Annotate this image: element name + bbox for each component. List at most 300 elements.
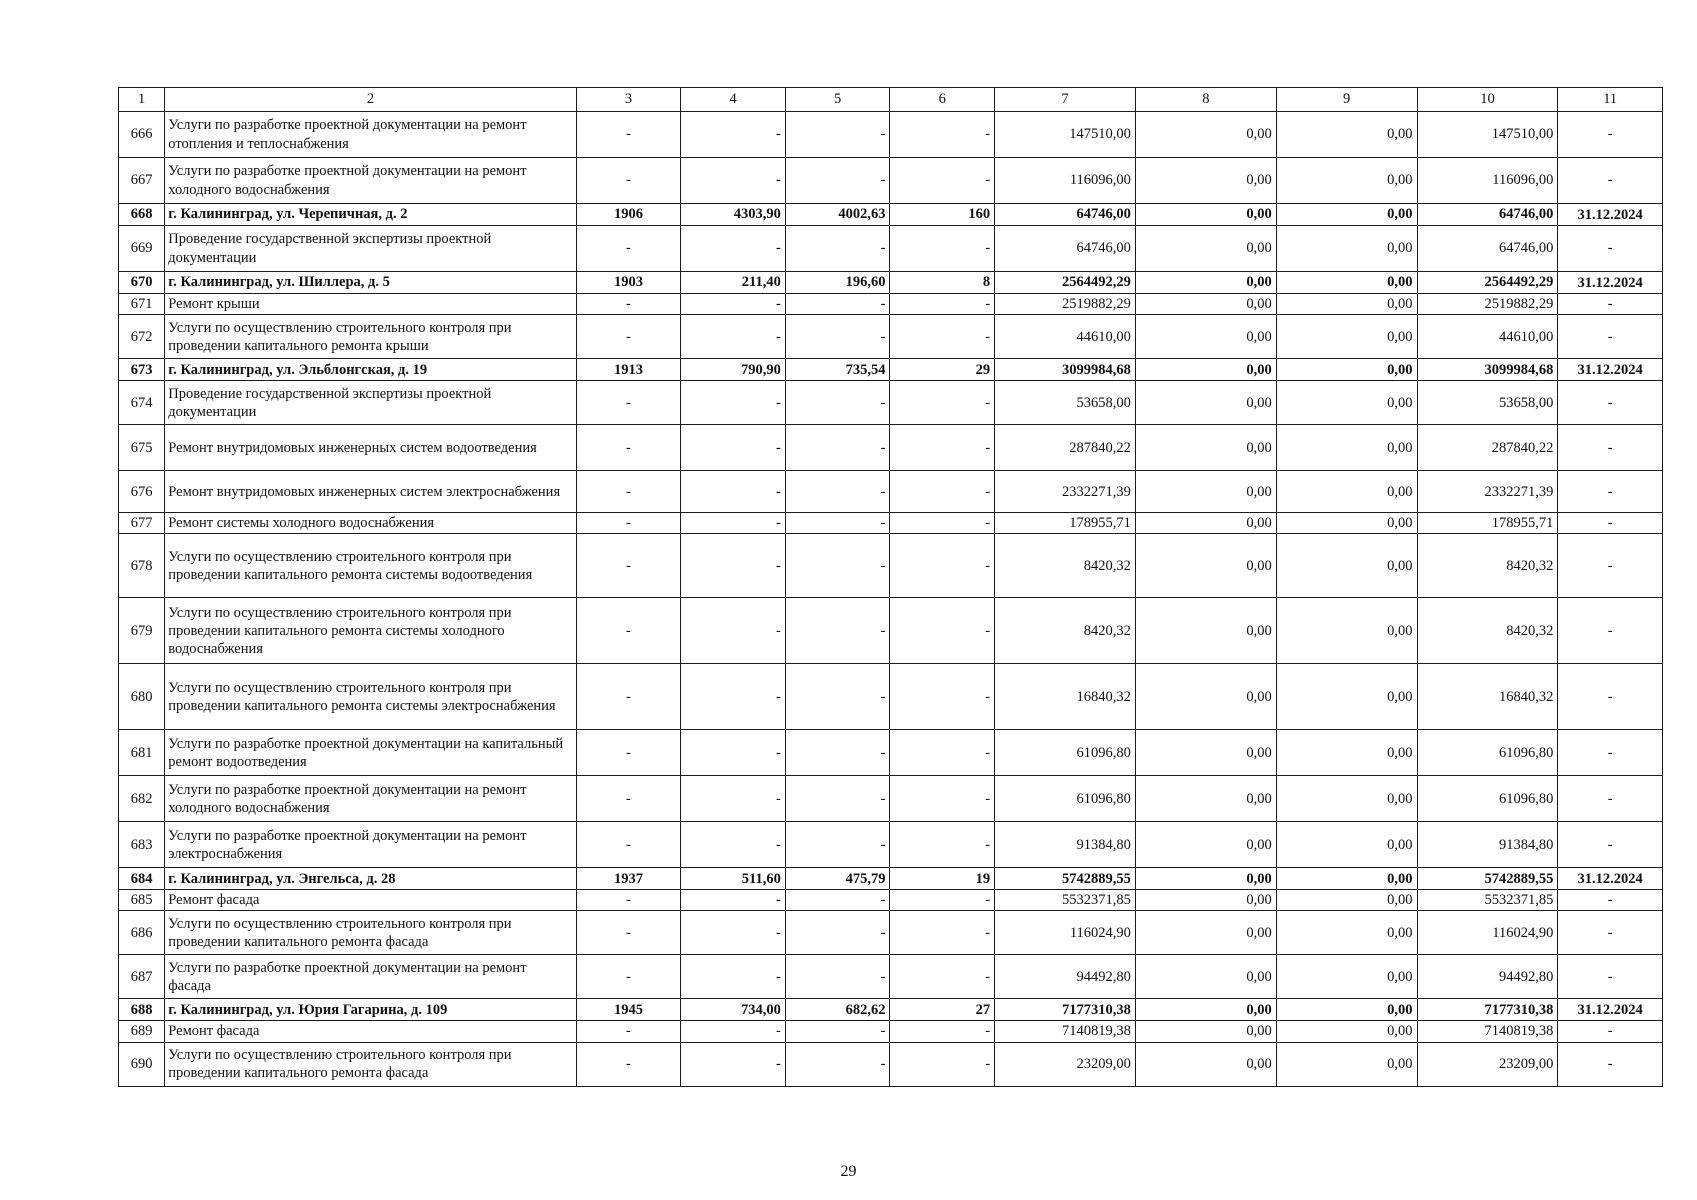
- table-row: [119, 112, 1663, 158]
- living-area-cell: -: [785, 1042, 890, 1086]
- cost-other-cell: 0,00: [1276, 513, 1417, 534]
- column-header: 2: [165, 88, 576, 112]
- column-number-header-row: [119, 88, 1663, 112]
- total-area-cell: -: [681, 911, 786, 955]
- completion-date-cell: 31.12.2024: [1558, 359, 1663, 381]
- cost-other-cell: 0,00: [1276, 1042, 1417, 1086]
- row-description-cell: г. Калининград, ул. Эльблонгская, д. 19: [165, 359, 576, 381]
- column-header: 10: [1417, 88, 1558, 112]
- cost-other-cell: 0,00: [1276, 294, 1417, 315]
- residents-cell: -: [890, 664, 995, 730]
- build-year-cell: -: [576, 776, 681, 822]
- table-row: [119, 598, 1663, 664]
- table-row: [119, 822, 1663, 868]
- living-area-cell: -: [785, 294, 890, 315]
- cost-total-cell: 94492,80: [995, 955, 1136, 999]
- cost-fund-cell: 0,00: [1135, 381, 1276, 425]
- cost-total-cell: 64746,00: [995, 204, 1136, 226]
- residents-cell: 8: [890, 272, 995, 294]
- cost-regional-cell: 116024,90: [1417, 911, 1558, 955]
- residents-cell: 19: [890, 868, 995, 890]
- living-area-cell: -: [785, 534, 890, 598]
- total-area-cell: -: [681, 1021, 786, 1042]
- row-number-cell: 689: [119, 1021, 165, 1042]
- completion-date-cell: -: [1558, 730, 1663, 776]
- address-row: [119, 359, 1663, 381]
- row-number-cell: 673: [119, 359, 165, 381]
- cost-regional-cell: 2332271,39: [1417, 471, 1558, 513]
- completion-date-cell: -: [1558, 158, 1663, 204]
- completion-date-cell: -: [1558, 226, 1663, 272]
- cost-total-cell: 178955,71: [995, 513, 1136, 534]
- cost-other-cell: 0,00: [1276, 730, 1417, 776]
- cost-fund-cell: 0,00: [1135, 226, 1276, 272]
- column-header: 1: [119, 88, 165, 112]
- table-body: [119, 88, 1663, 1087]
- table-row: [119, 513, 1663, 534]
- cost-other-cell: 0,00: [1276, 471, 1417, 513]
- living-area-cell: -: [785, 598, 890, 664]
- living-area-cell: 682,62: [785, 999, 890, 1021]
- cost-other-cell: 0,00: [1276, 868, 1417, 890]
- living-area-cell: -: [785, 425, 890, 471]
- cost-other-cell: 0,00: [1276, 204, 1417, 226]
- table-row: [119, 1021, 1663, 1042]
- table-row: [119, 534, 1663, 598]
- cost-total-cell: 116096,00: [995, 158, 1136, 204]
- residents-cell: -: [890, 1042, 995, 1086]
- row-number-cell: 669: [119, 226, 165, 272]
- cost-regional-cell: 61096,80: [1417, 730, 1558, 776]
- build-year-cell: 1906: [576, 204, 681, 226]
- total-area-cell: -: [681, 294, 786, 315]
- cost-other-cell: 0,00: [1276, 776, 1417, 822]
- table-row: [119, 226, 1663, 272]
- cost-fund-cell: 0,00: [1135, 158, 1276, 204]
- total-area-cell: -: [681, 1042, 786, 1086]
- completion-date-cell: -: [1558, 911, 1663, 955]
- row-number-cell: 685: [119, 890, 165, 911]
- residents-cell: -: [890, 381, 995, 425]
- total-area-cell: 211,40: [681, 272, 786, 294]
- total-area-cell: 511,60: [681, 868, 786, 890]
- cost-regional-cell: 2519882,29: [1417, 294, 1558, 315]
- build-year-cell: -: [576, 513, 681, 534]
- build-year-cell: -: [576, 315, 681, 359]
- build-year-cell: -: [576, 730, 681, 776]
- cost-total-cell: 287840,22: [995, 425, 1136, 471]
- row-description-cell: Ремонт фасада: [165, 890, 576, 911]
- living-area-cell: -: [785, 471, 890, 513]
- cost-total-cell: 16840,32: [995, 664, 1136, 730]
- total-area-cell: -: [681, 776, 786, 822]
- total-area-cell: -: [681, 822, 786, 868]
- living-area-cell: -: [785, 955, 890, 999]
- cost-fund-cell: 0,00: [1135, 534, 1276, 598]
- cost-fund-cell: 0,00: [1135, 822, 1276, 868]
- total-area-cell: -: [681, 471, 786, 513]
- living-area-cell: -: [785, 112, 890, 158]
- row-description-cell: Проведение государственной экспертизы проектной документации: [165, 381, 576, 425]
- row-number-cell: 670: [119, 272, 165, 294]
- table-row: [119, 294, 1663, 315]
- row-description-cell: Ремонт внутридомовых инженерных систем электроснабжения: [165, 471, 576, 513]
- page-number: 29: [840, 1163, 857, 1180]
- row-number-cell: 688: [119, 999, 165, 1021]
- row-description-cell: Ремонт крыши: [165, 294, 576, 315]
- total-area-cell: -: [681, 534, 786, 598]
- cost-regional-cell: 7177310,38: [1417, 999, 1558, 1021]
- completion-date-cell: 31.12.2024: [1558, 272, 1663, 294]
- cost-fund-cell: 0,00: [1135, 513, 1276, 534]
- build-year-cell: 1945: [576, 999, 681, 1021]
- build-year-cell: -: [576, 381, 681, 425]
- row-description-cell: Услуги по разработке проектной документации на ремонт фасада: [165, 955, 576, 999]
- cost-regional-cell: 16840,32: [1417, 664, 1558, 730]
- total-area-cell: -: [681, 664, 786, 730]
- row-description-cell: Услуги по разработке проектной документации на капитальный ремонт водоотведения: [165, 730, 576, 776]
- cost-regional-cell: 44610,00: [1417, 315, 1558, 359]
- cost-total-cell: 5742889,55: [995, 868, 1136, 890]
- cost-regional-cell: 3099984,68: [1417, 359, 1558, 381]
- row-description-cell: Проведение государственной экспертизы проектной документации: [165, 226, 576, 272]
- cost-fund-cell: 0,00: [1135, 890, 1276, 911]
- build-year-cell: 1903: [576, 272, 681, 294]
- column-header: 7: [995, 88, 1136, 112]
- cost-total-cell: 53658,00: [995, 381, 1136, 425]
- row-number-cell: 667: [119, 158, 165, 204]
- row-description-cell: Ремонт внутридомовых инженерных систем водоотведения: [165, 425, 576, 471]
- cost-total-cell: 2564492,29: [995, 272, 1136, 294]
- total-area-cell: -: [681, 955, 786, 999]
- living-area-cell: -: [785, 381, 890, 425]
- cost-other-cell: 0,00: [1276, 315, 1417, 359]
- cost-fund-cell: 0,00: [1135, 359, 1276, 381]
- cost-total-cell: 116024,90: [995, 911, 1136, 955]
- row-number-cell: 682: [119, 776, 165, 822]
- completion-date-cell: -: [1558, 513, 1663, 534]
- cost-total-cell: 8420,32: [995, 534, 1136, 598]
- cost-regional-cell: 94492,80: [1417, 955, 1558, 999]
- row-number-cell: 690: [119, 1042, 165, 1086]
- address-row: [119, 868, 1663, 890]
- build-year-cell: -: [576, 822, 681, 868]
- cost-regional-cell: 8420,32: [1417, 598, 1558, 664]
- row-number-cell: 683: [119, 822, 165, 868]
- residents-cell: -: [890, 822, 995, 868]
- cost-regional-cell: 5742889,55: [1417, 868, 1558, 890]
- cost-total-cell: 3099984,68: [995, 359, 1136, 381]
- build-year-cell: -: [576, 911, 681, 955]
- row-number-cell: 681: [119, 730, 165, 776]
- residents-cell: -: [890, 598, 995, 664]
- cost-other-cell: 0,00: [1276, 664, 1417, 730]
- cost-regional-cell: 7140819,38: [1417, 1021, 1558, 1042]
- residents-cell: -: [890, 776, 995, 822]
- cost-total-cell: 44610,00: [995, 315, 1136, 359]
- column-header: 11: [1558, 88, 1663, 112]
- total-area-cell: -: [681, 425, 786, 471]
- cost-total-cell: 7140819,38: [995, 1021, 1136, 1042]
- living-area-cell: -: [785, 822, 890, 868]
- cost-fund-cell: 0,00: [1135, 868, 1276, 890]
- living-area-cell: 4002,63: [785, 204, 890, 226]
- cost-total-cell: 91384,80: [995, 822, 1136, 868]
- total-area-cell: -: [681, 226, 786, 272]
- residents-cell: -: [890, 730, 995, 776]
- completion-date-cell: -: [1558, 471, 1663, 513]
- cost-fund-cell: 0,00: [1135, 776, 1276, 822]
- row-description-cell: г. Калининград, ул. Шиллера, д. 5: [165, 272, 576, 294]
- row-description-cell: Услуги по осуществлению строительного контроля при проведении капитального ремонта фасада: [165, 1042, 576, 1086]
- cost-fund-cell: 0,00: [1135, 425, 1276, 471]
- cost-regional-cell: 116096,00: [1417, 158, 1558, 204]
- completion-date-cell: -: [1558, 1042, 1663, 1086]
- table-row: [119, 890, 1663, 911]
- cost-other-cell: 0,00: [1276, 359, 1417, 381]
- cost-regional-cell: 8420,32: [1417, 534, 1558, 598]
- residents-cell: -: [890, 955, 995, 999]
- cost-fund-cell: 0,00: [1135, 955, 1276, 999]
- build-year-cell: -: [576, 1021, 681, 1042]
- cost-other-cell: 0,00: [1276, 598, 1417, 664]
- row-number-cell: 678: [119, 534, 165, 598]
- build-year-cell: -: [576, 471, 681, 513]
- cost-other-cell: 0,00: [1276, 158, 1417, 204]
- completion-date-cell: -: [1558, 294, 1663, 315]
- residents-cell: -: [890, 513, 995, 534]
- residents-cell: 27: [890, 999, 995, 1021]
- cost-regional-cell: 287840,22: [1417, 425, 1558, 471]
- completion-date-cell: -: [1558, 425, 1663, 471]
- build-year-cell: -: [576, 664, 681, 730]
- completion-date-cell: -: [1558, 534, 1663, 598]
- cost-regional-cell: 23209,00: [1417, 1042, 1558, 1086]
- table-row: [119, 471, 1663, 513]
- cost-other-cell: 0,00: [1276, 425, 1417, 471]
- residents-cell: -: [890, 294, 995, 315]
- row-number-cell: 684: [119, 868, 165, 890]
- total-area-cell: 734,00: [681, 999, 786, 1021]
- cost-other-cell: 0,00: [1276, 272, 1417, 294]
- cost-regional-cell: 147510,00: [1417, 112, 1558, 158]
- residents-cell: -: [890, 226, 995, 272]
- cost-total-cell: 147510,00: [995, 112, 1136, 158]
- residents-cell: -: [890, 315, 995, 359]
- total-area-cell: 790,90: [681, 359, 786, 381]
- table-row: [119, 158, 1663, 204]
- completion-date-cell: -: [1558, 315, 1663, 359]
- cost-regional-cell: 61096,80: [1417, 776, 1558, 822]
- row-description-cell: Ремонт фасада: [165, 1021, 576, 1042]
- cost-other-cell: 0,00: [1276, 822, 1417, 868]
- residents-cell: -: [890, 425, 995, 471]
- cost-fund-cell: 0,00: [1135, 911, 1276, 955]
- column-header: 9: [1276, 88, 1417, 112]
- cost-regional-cell: 91384,80: [1417, 822, 1558, 868]
- cost-fund-cell: 0,00: [1135, 471, 1276, 513]
- completion-date-cell: -: [1558, 822, 1663, 868]
- cost-total-cell: 2332271,39: [995, 471, 1136, 513]
- cost-total-cell: 2519882,29: [995, 294, 1136, 315]
- cost-other-cell: 0,00: [1276, 890, 1417, 911]
- cost-other-cell: 0,00: [1276, 381, 1417, 425]
- row-number-cell: 679: [119, 598, 165, 664]
- table-row: [119, 381, 1663, 425]
- cost-fund-cell: 0,00: [1135, 999, 1276, 1021]
- column-header: 4: [681, 88, 786, 112]
- living-area-cell: -: [785, 776, 890, 822]
- living-area-cell: 475,79: [785, 868, 890, 890]
- column-header: 5: [785, 88, 890, 112]
- row-description-cell: г. Калининград, ул. Черепичная, д. 2: [165, 204, 576, 226]
- completion-date-cell: -: [1558, 776, 1663, 822]
- completion-date-cell: -: [1558, 1021, 1663, 1042]
- row-number-cell: 677: [119, 513, 165, 534]
- address-row: [119, 272, 1663, 294]
- capital-repair-table: [118, 87, 1663, 1087]
- residents-cell: -: [890, 471, 995, 513]
- row-description-cell: Услуги по разработке проектной документации на ремонт электроснабжения: [165, 822, 576, 868]
- cost-fund-cell: 0,00: [1135, 1042, 1276, 1086]
- cost-total-cell: 64746,00: [995, 226, 1136, 272]
- total-area-cell: -: [681, 315, 786, 359]
- build-year-cell: -: [576, 112, 681, 158]
- total-area-cell: 4303,90: [681, 204, 786, 226]
- living-area-cell: -: [785, 226, 890, 272]
- row-number-cell: 675: [119, 425, 165, 471]
- living-area-cell: -: [785, 513, 890, 534]
- row-description-cell: Услуги по осуществлению строительного контроля при проведении капитального ремонта крыши: [165, 315, 576, 359]
- cost-fund-cell: 0,00: [1135, 272, 1276, 294]
- residents-cell: -: [890, 112, 995, 158]
- cost-total-cell: 61096,80: [995, 776, 1136, 822]
- build-year-cell: -: [576, 955, 681, 999]
- build-year-cell: -: [576, 1042, 681, 1086]
- table-row: [119, 776, 1663, 822]
- row-description-cell: г. Калининград, ул. Юрия Гагарина, д. 109: [165, 999, 576, 1021]
- cost-other-cell: 0,00: [1276, 911, 1417, 955]
- cost-other-cell: 0,00: [1276, 226, 1417, 272]
- row-description-cell: Услуги по разработке проектной документации на ремонт холодного водоснабжения: [165, 776, 576, 822]
- row-description-cell: Услуги по разработке проектной документации на ремонт отопления и теплоснабжения: [165, 112, 576, 158]
- build-year-cell: 1913: [576, 359, 681, 381]
- cost-fund-cell: 0,00: [1135, 664, 1276, 730]
- living-area-cell: -: [785, 664, 890, 730]
- living-area-cell: -: [785, 730, 890, 776]
- row-description-cell: Ремонт системы холодного водоснабжения: [165, 513, 576, 534]
- completion-date-cell: -: [1558, 664, 1663, 730]
- row-description-cell: Услуги по осуществлению строительного контроля при проведении капитального ремонта системы электроснабжения: [165, 664, 576, 730]
- total-area-cell: -: [681, 381, 786, 425]
- row-description-cell: Услуги по осуществлению строительного контроля при проведении капитального ремонта системы водоотведения: [165, 534, 576, 598]
- row-description-cell: Услуги по разработке проектной документации на ремонт холодного водоснабжения: [165, 158, 576, 204]
- row-number-cell: 687: [119, 955, 165, 999]
- build-year-cell: -: [576, 534, 681, 598]
- cost-fund-cell: 0,00: [1135, 598, 1276, 664]
- build-year-cell: -: [576, 598, 681, 664]
- completion-date-cell: 31.12.2024: [1558, 999, 1663, 1021]
- table-row: [119, 664, 1663, 730]
- cost-total-cell: 7177310,38: [995, 999, 1136, 1021]
- row-description-cell: Услуги по осуществлению строительного контроля при проведении капитального ремонта фасада: [165, 911, 576, 955]
- living-area-cell: -: [785, 890, 890, 911]
- build-year-cell: -: [576, 425, 681, 471]
- total-area-cell: -: [681, 112, 786, 158]
- column-header: 3: [576, 88, 681, 112]
- table-row: [119, 730, 1663, 776]
- row-number-cell: 672: [119, 315, 165, 359]
- column-header: 6: [890, 88, 995, 112]
- row-number-cell: 671: [119, 294, 165, 315]
- completion-date-cell: -: [1558, 890, 1663, 911]
- living-area-cell: -: [785, 1021, 890, 1042]
- cost-total-cell: 8420,32: [995, 598, 1136, 664]
- row-number-cell: 676: [119, 471, 165, 513]
- residents-cell: 160: [890, 204, 995, 226]
- cost-other-cell: 0,00: [1276, 112, 1417, 158]
- total-area-cell: -: [681, 890, 786, 911]
- total-area-cell: -: [681, 730, 786, 776]
- cost-other-cell: 0,00: [1276, 999, 1417, 1021]
- table-row: [119, 911, 1663, 955]
- cost-regional-cell: 64746,00: [1417, 226, 1558, 272]
- row-number-cell: 666: [119, 112, 165, 158]
- residents-cell: -: [890, 911, 995, 955]
- residents-cell: -: [890, 534, 995, 598]
- living-area-cell: -: [785, 911, 890, 955]
- build-year-cell: -: [576, 226, 681, 272]
- residents-cell: -: [890, 158, 995, 204]
- cost-other-cell: 0,00: [1276, 955, 1417, 999]
- total-area-cell: -: [681, 598, 786, 664]
- total-area-cell: -: [681, 158, 786, 204]
- table-row: [119, 315, 1663, 359]
- completion-date-cell: -: [1558, 598, 1663, 664]
- cost-fund-cell: 0,00: [1135, 204, 1276, 226]
- completion-date-cell: 31.12.2024: [1558, 204, 1663, 226]
- table-row: [119, 1042, 1663, 1086]
- completion-date-cell: -: [1558, 381, 1663, 425]
- living-area-cell: -: [785, 315, 890, 359]
- build-year-cell: -: [576, 294, 681, 315]
- living-area-cell: 735,54: [785, 359, 890, 381]
- cost-regional-cell: 2564492,29: [1417, 272, 1558, 294]
- build-year-cell: -: [576, 158, 681, 204]
- cost-fund-cell: 0,00: [1135, 1021, 1276, 1042]
- row-number-cell: 680: [119, 664, 165, 730]
- completion-date-cell: -: [1558, 955, 1663, 999]
- cost-fund-cell: 0,00: [1135, 730, 1276, 776]
- residents-cell: 29: [890, 359, 995, 381]
- cost-fund-cell: 0,00: [1135, 294, 1276, 315]
- cost-regional-cell: 5532371,85: [1417, 890, 1558, 911]
- residents-cell: -: [890, 890, 995, 911]
- completion-date-cell: 31.12.2024: [1558, 868, 1663, 890]
- living-area-cell: 196,60: [785, 272, 890, 294]
- cost-fund-cell: 0,00: [1135, 315, 1276, 359]
- build-year-cell: -: [576, 890, 681, 911]
- cost-total-cell: 61096,80: [995, 730, 1136, 776]
- cost-regional-cell: 64746,00: [1417, 204, 1558, 226]
- row-description-cell: Услуги по осуществлению строительного контроля при проведении капитального ремонта системы холодного водоснабжения: [165, 598, 576, 664]
- cost-total-cell: 23209,00: [995, 1042, 1136, 1086]
- cost-other-cell: 0,00: [1276, 534, 1417, 598]
- cost-total-cell: 5532371,85: [995, 890, 1136, 911]
- living-area-cell: -: [785, 158, 890, 204]
- address-row: [119, 999, 1663, 1021]
- row-number-cell: 674: [119, 381, 165, 425]
